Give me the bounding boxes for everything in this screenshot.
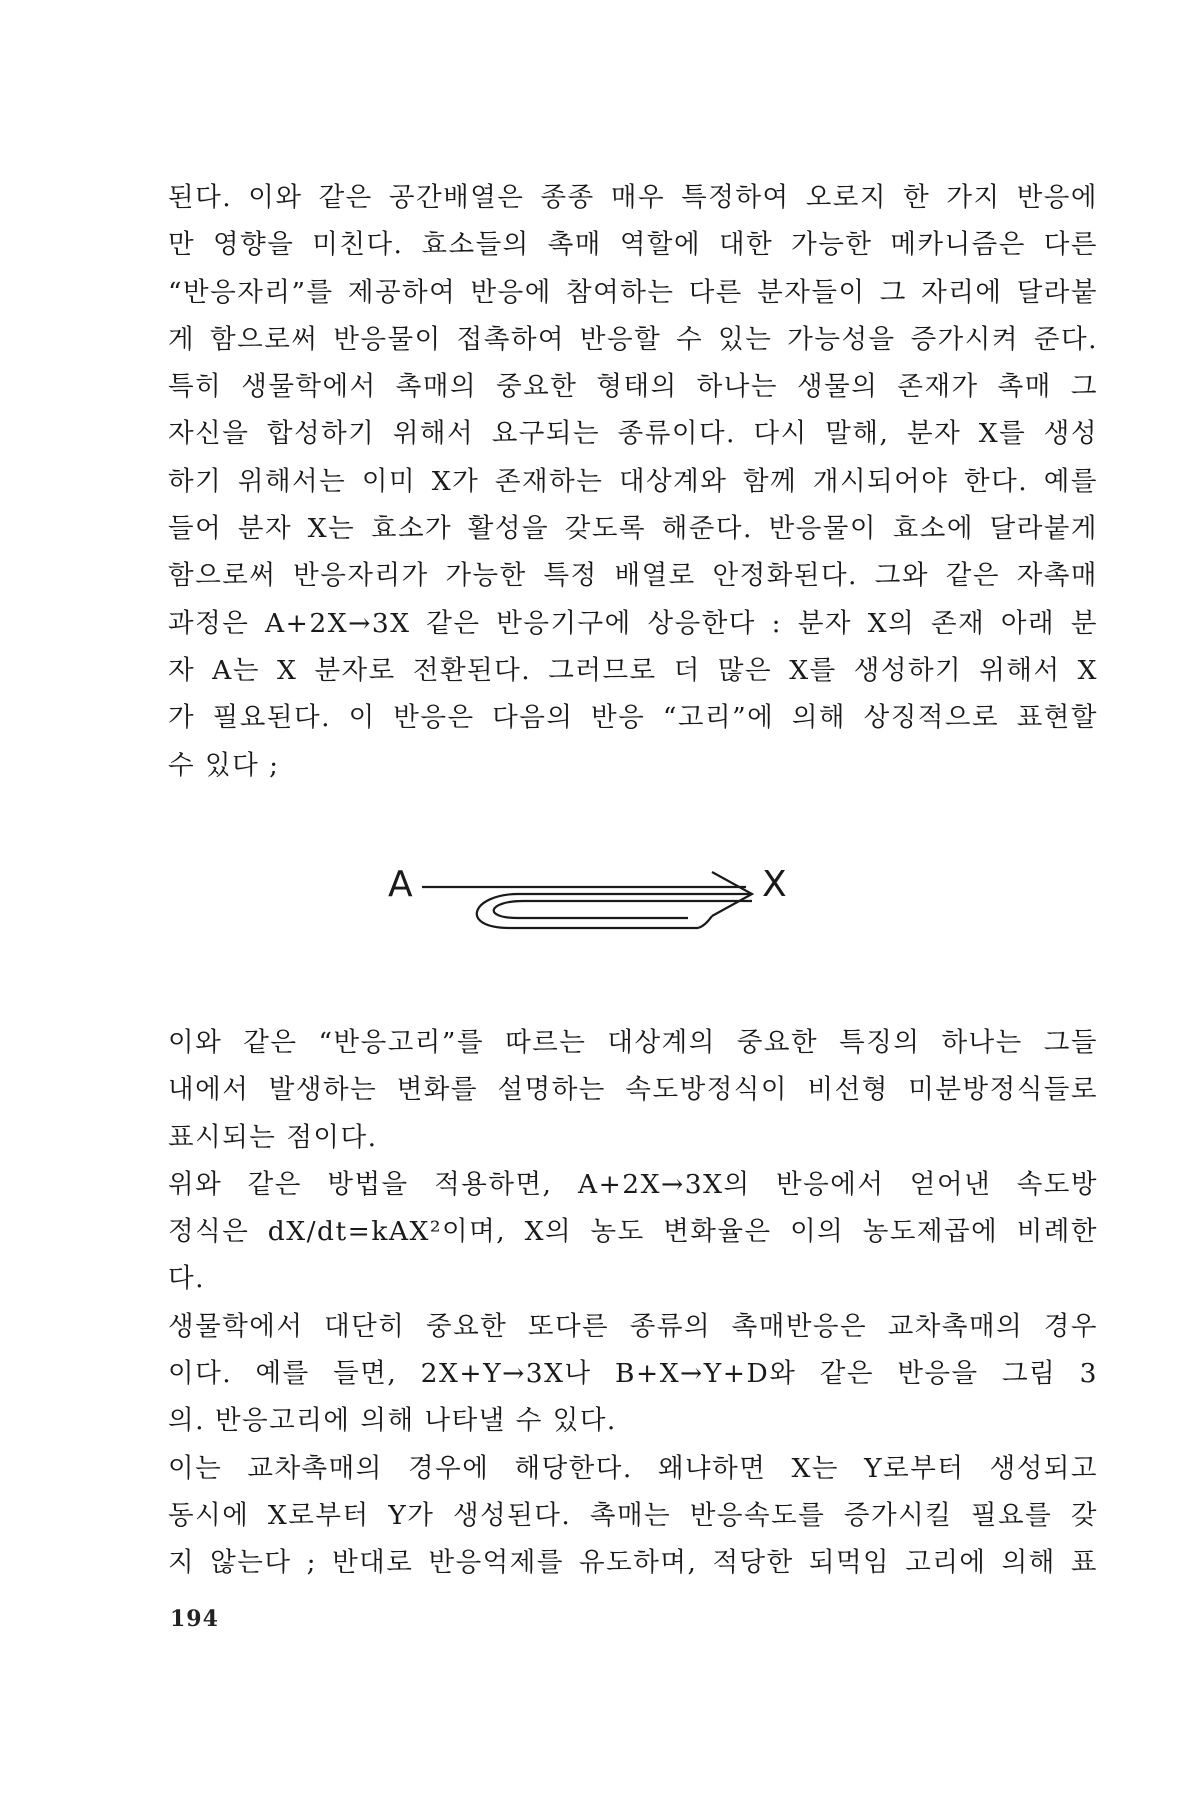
text-line: 수 있다 ; [168, 749, 280, 781]
text-line: 자신을 합성하기 위해서 요구되는 종류이다. 다시 말해, 분자 X를 생성 [168, 418, 1098, 450]
reaction-loop-diagram [360, 830, 840, 970]
text-line: 만 영향을 미친다. 효소들의 촉매 역할에 대한 가능한 메카니즘은 다른 [168, 229, 1098, 261]
text-line: 특히 생물학에서 촉매의 중요한 형태의 하나는 생물의 존재가 촉매 그 [168, 371, 1098, 403]
text-line: 지 않는다 ; 반대로 반응억제를 유도하며, 적당한 되먹임 고리에 의해 표 [168, 1547, 1098, 1579]
text-line: 표시되는 점이다. [168, 1121, 378, 1153]
body-text-bottom [168, 1019, 1098, 1587]
text-line: “반응자리”를 제공하여 반응에 참여하는 다른 분자들이 그 자리에 달라붙 [168, 276, 1098, 308]
text-line: 들어 분자 X는 효소가 활성을 갖도록 해준다. 반응물이 효소에 달라붙게 [168, 513, 1098, 545]
text-line: 하기 위해서는 이미 X가 존재하는 대상계와 함께 개시되어야 한다. 예를 [168, 465, 1098, 497]
text-line: 동시에 X로부터 Y가 생성된다. 촉매는 반응속도를 증가시킬 필요를 갖 [168, 1499, 1098, 1531]
text-line: 생물학에서 대단히 중요한 또다른 종류의 촉매반응은 교차촉매의 경우 [168, 1310, 1098, 1342]
text-line: 위와 같은 방법을 적용하면, A+2X→3X의 반응에서 얻어낸 속도방 [168, 1168, 1098, 1200]
text-line: 과정은 A+2X→3X 같은 반응기구에 상응한다 : 분자 X의 존재 아래 분 [168, 607, 1098, 639]
text-line: 된다. 이와 같은 공간배열은 종종 매우 특정하여 오로지 한 가지 반응에 [168, 182, 1098, 213]
text-line: 정식은 dX/dt=kAX²이며, X의 농도 변화율은 이의 농도제곱에 비례한 [168, 1216, 1098, 1248]
text-line: 이는 교차촉매의 경우에 해당한다. 왜냐하면 X는 Y로부터 생성되고 [168, 1452, 1098, 1484]
text-line: 가 필요된다. 이 반응은 다음의 반응 “고리”에 의해 상징적으로 표현할 [168, 702, 1098, 734]
text-line: 함으로써 반응자리가 가능한 특정 배열로 안정화된다. 그와 같은 자촉매 [168, 560, 1098, 592]
diagram-label-a: A [388, 864, 413, 905]
page-number: 194 [170, 1606, 219, 1632]
text-line: 의. 반응고리에 의해 나타낼 수 있다. [168, 1405, 617, 1437]
text-line: 자 A는 X 분자로 전환된다. 그러므로 더 많은 X를 생성하기 위해서 X [168, 654, 1098, 686]
text-line: 이다. 예를 들면, 2X+Y→3X나 B+X→Y+D와 같은 반응을 그림 3 [168, 1358, 1098, 1390]
text-line: 이와 같은 “반응고리”를 따르는 대상계의 중요한 특징의 하나는 그들 [168, 1027, 1098, 1058]
diagram-label-x: X [762, 864, 787, 905]
text-line: 다. [168, 1263, 206, 1295]
body-text-top [168, 174, 1098, 789]
text-line: 게 함으로써 반응물이 접촉하여 반응할 수 있는 가능성을 증가시켜 준다. [168, 323, 1098, 355]
text-line: 내에서 발생하는 변화를 설명하는 속도방정식이 비선형 미분방정식들로 [168, 1074, 1098, 1106]
